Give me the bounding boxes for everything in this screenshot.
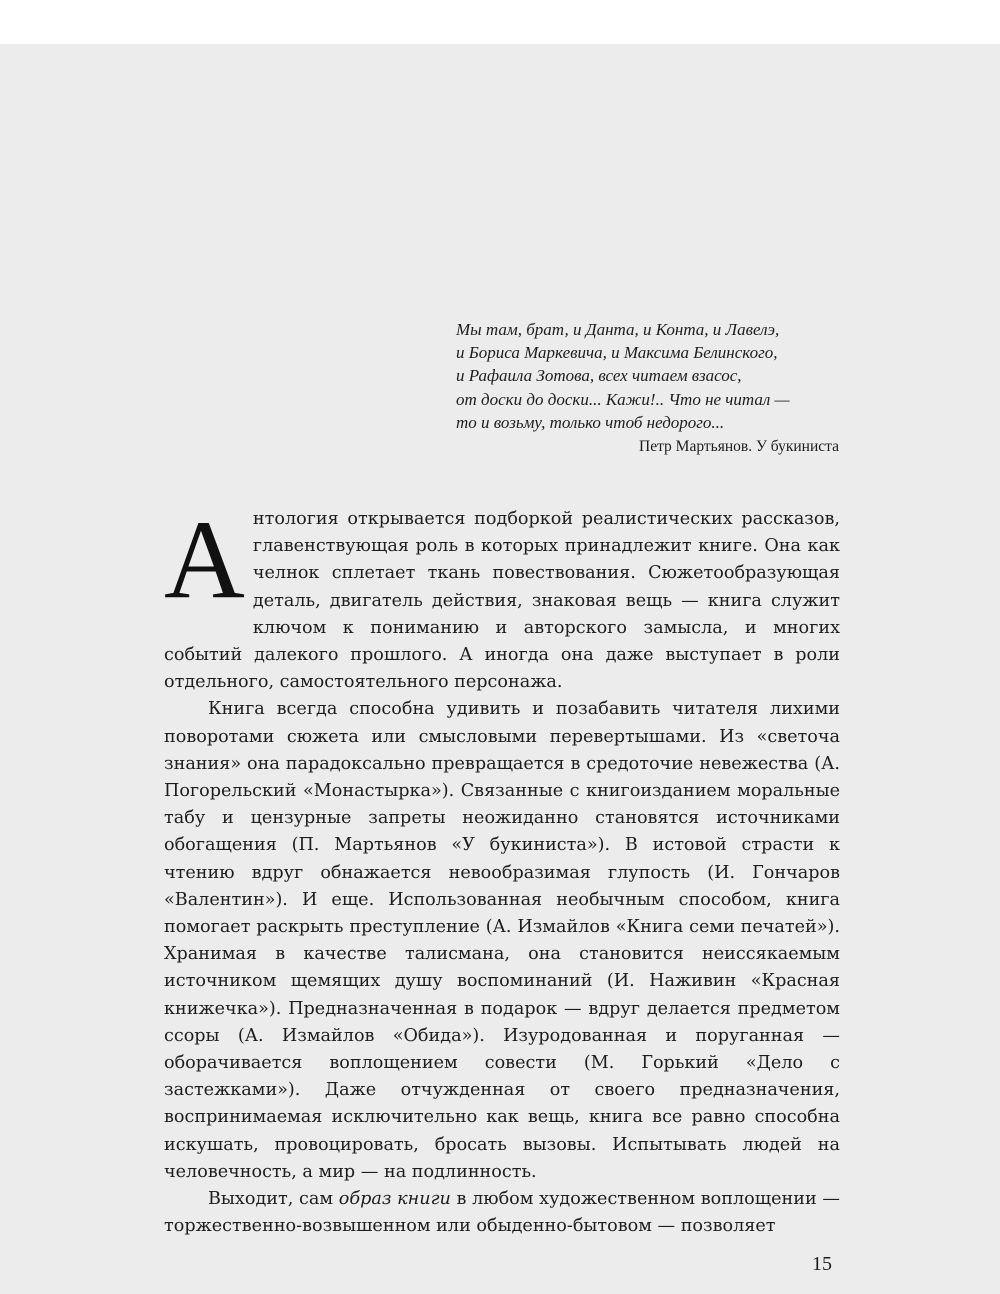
paragraph-3 [164,1186,840,1240]
epigraph-line: Мы там, брат, и Данта, и Конта, и Лавелэ, [456,320,780,339]
paragraph-1 [164,498,840,696]
paragraph-3-start: Выходит, сам [208,1189,339,1210]
drop-cap: А [164,498,245,622]
paragraph-3-emphasis: образ книги [338,1189,451,1210]
epigraph-line: и Рафаила Зотова, всех читаем взасос, [456,366,742,386]
epigraph-source: Петр Мартьянов. У букиниста [639,438,839,455]
epigraph-line: от доски до доски... Кажи!.. Что не читал — [456,389,790,409]
paragraph-2: Книга всегда способна удивить и позабавить читателя лихими поворотами сюжета или смысловыми перевертышами. Из «светоча знания» она парадоксально превращается в средоточие невежества (А. Погорельский «Монастырка»). Связанные с книгоизданием моральные табу и цензурные запреты неожиданно становятся источниками обогащения (П. Мартьянов «У букиниста»). В истовой страсти к чтению вдруг обнажается невообразимая глупость (И. Гончаров «Валентин»). И еще. Использованная необычным способом, книга помогает раскрыть преступление (А. Измайлов «Книга семи печатей»). Хранимая в качестве талисмана, она становится неиссякаемым источником щемящих душу воспоминаний (И. Наживин «Красная книжечка»). Предназначенная в подарок — вдруг делается предметом ссоры (А. Измайлов «Обида»). Изуродованная и поруганная — оборачивается воплощением совести (М. Горький «Дело с застежками»). Даже отчужденная от своего предназначения, воспринимаемая исключительно как вещь, книга все равно способна искушать, провоцировать, бросать вызовы. Испытывать людей на человечность, а мир — на подлинность. [164,699,840,1182]
epigraph [456,318,840,434]
page-number: 15 [812,1253,832,1275]
book-page [0,44,1000,1294]
epigraph-line: и Бориса Маркевича, и Максима Белинского, [456,343,778,363]
paragraph-1-text: нтология открывается подборкой реалистических рассказов, главенствующая роль в которых принадлежит книге. Она как челнок сплетает ткань повествования. Сюжетообразующая деталь, двигатель действия, знаковая вещь — книга служит ключом к пониманию и авторского замысла, и многих событий далекого прошлого. А иногда она даже выступает в роли отдельного, самостоятельного персонажа. [164,509,840,693]
paragraph-3-end: в любом художественном воплощении — торжественно-возвышенном или обыденно-бытовом — позволяет [164,1189,841,1237]
body-text [164,498,841,1240]
epigraph-line: то и возьму, только чтоб недорого... [456,412,725,432]
